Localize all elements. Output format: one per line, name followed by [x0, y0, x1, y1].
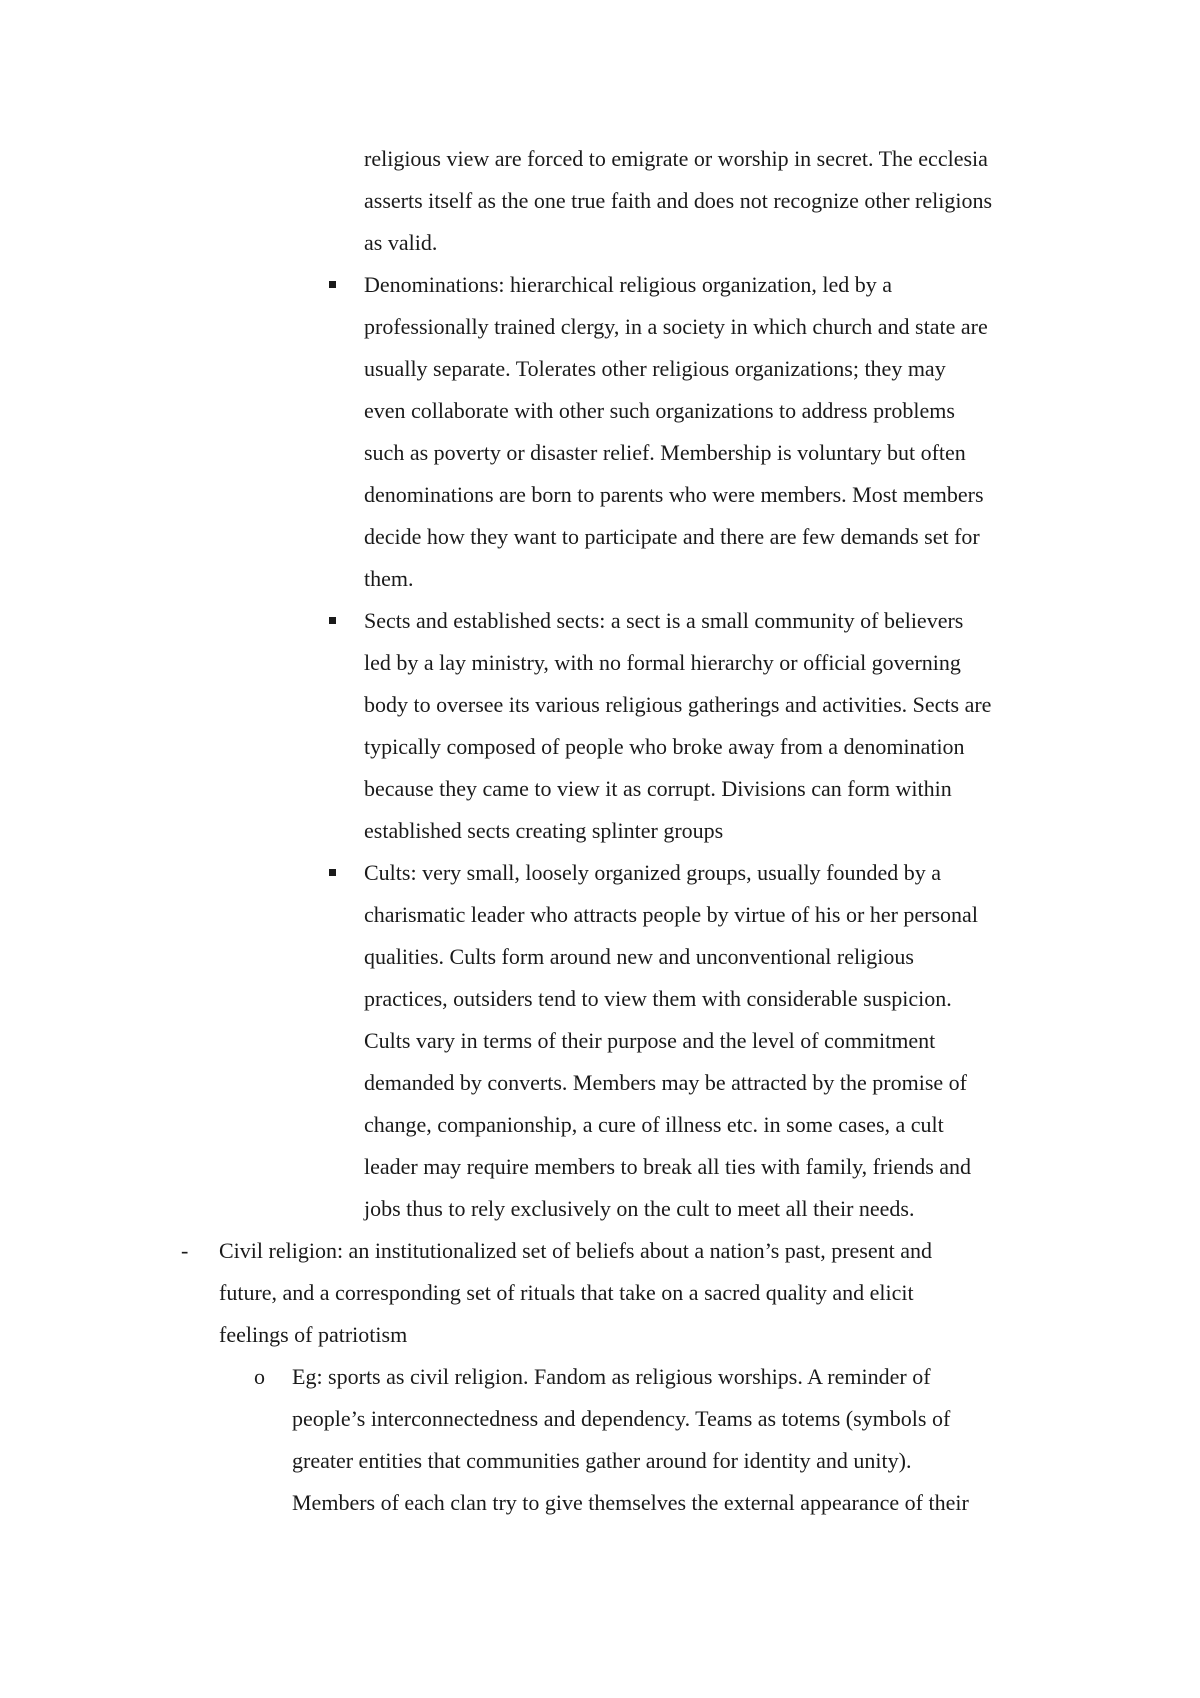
cults-line-7: change, companionship, a cure of illness etc. in some cases, a cult — [364, 1112, 944, 1137]
civil-religion-line-1: Civil religion: an institutionalized set of beliefs about a nation’s past, present and — [219, 1238, 933, 1263]
denominations-line-2: professionally trained clergy, in a society in which church and state are — [364, 314, 988, 339]
circle-bullet-icon: o — [254, 1364, 265, 1389]
sects-line-4: typically composed of people who broke away from a denomination — [364, 734, 965, 759]
eg-sports-line-2: people’s interconnectedness and dependency. Teams as totems (symbols of — [292, 1406, 951, 1431]
cults-line-4: practices, outsiders tend to view them with considerable suspicion. — [364, 986, 952, 1011]
eg-sports-line-4: Members of each clan try to give themselves the external appearance of their — [292, 1490, 969, 1515]
sects-line-3: body to oversee its various religious gatherings and activities. Sects are — [364, 692, 992, 717]
cults-line-2: charismatic leader who attracts people by virtue of his or her personal — [364, 902, 978, 927]
dash-bullet-icon: - — [181, 1238, 189, 1263]
square-bullet-icon — [329, 281, 336, 288]
denominations-line-6: denominations are born to parents who were members. Most members — [364, 482, 984, 507]
denominations-line-7: decide how they want to participate and there are few demands set for — [364, 524, 980, 549]
cults-line-5: Cults vary in terms of their purpose and the level of commitment — [364, 1028, 936, 1053]
square-bullet-icon — [329, 869, 336, 876]
cults-line-3: qualities. Cults form around new and unconventional religious — [364, 944, 914, 969]
denominations-line-5: such as poverty or disaster relief. Membership is voluntary but often — [364, 440, 966, 465]
sects-line-5: because they came to view it as corrupt. Divisions can form within — [364, 776, 952, 801]
sects-line-2: led by a lay ministry, with no formal hierarchy or official governing — [364, 650, 961, 675]
denominations-line-1: Denominations: hierarchical religious organization, led by a — [364, 272, 893, 297]
ecclesia-line-2: asserts itself as the one true faith and does not recognize other religions — [364, 188, 993, 213]
ecclesia-line-1: religious view are forced to emigrate or worship in secret. The ecclesia — [364, 146, 988, 171]
cults-line-6: demanded by converts. Members may be attracted by the promise of — [364, 1070, 967, 1095]
denominations-line-3: usually separate. Tolerates other religious organizations; they may — [364, 356, 946, 381]
eg-sports-line-3: greater entities that communities gather around for identity and unity). — [292, 1448, 912, 1473]
ecclesia-line-3: as valid. — [364, 230, 438, 255]
square-bullet-icon — [329, 617, 336, 624]
cults-line-9: jobs thus to rely exclusively on the cult to meet all their needs. — [364, 1196, 915, 1221]
civil-religion-line-2: future, and a corresponding set of rituals that take on a sacred quality and elicit — [219, 1280, 914, 1305]
denominations-line-4: even collaborate with other such organizations to address problems — [364, 398, 955, 423]
cults-line-8: leader may require members to break all ties with family, friends and — [364, 1154, 972, 1179]
civil-religion-line-3: feelings of patriotism — [219, 1322, 408, 1347]
cults-line-1: Cults: very small, loosely organized groups, usually founded by a — [364, 860, 942, 885]
denominations-line-8: them. — [364, 566, 414, 591]
sects-line-6: established sects creating splinter groups — [364, 818, 724, 843]
sects-line-1: Sects and established sects: a sect is a small community of believers — [364, 608, 964, 633]
eg-sports-line-1: Eg: sports as civil religion. Fandom as religious worships. A reminder of — [292, 1364, 931, 1389]
